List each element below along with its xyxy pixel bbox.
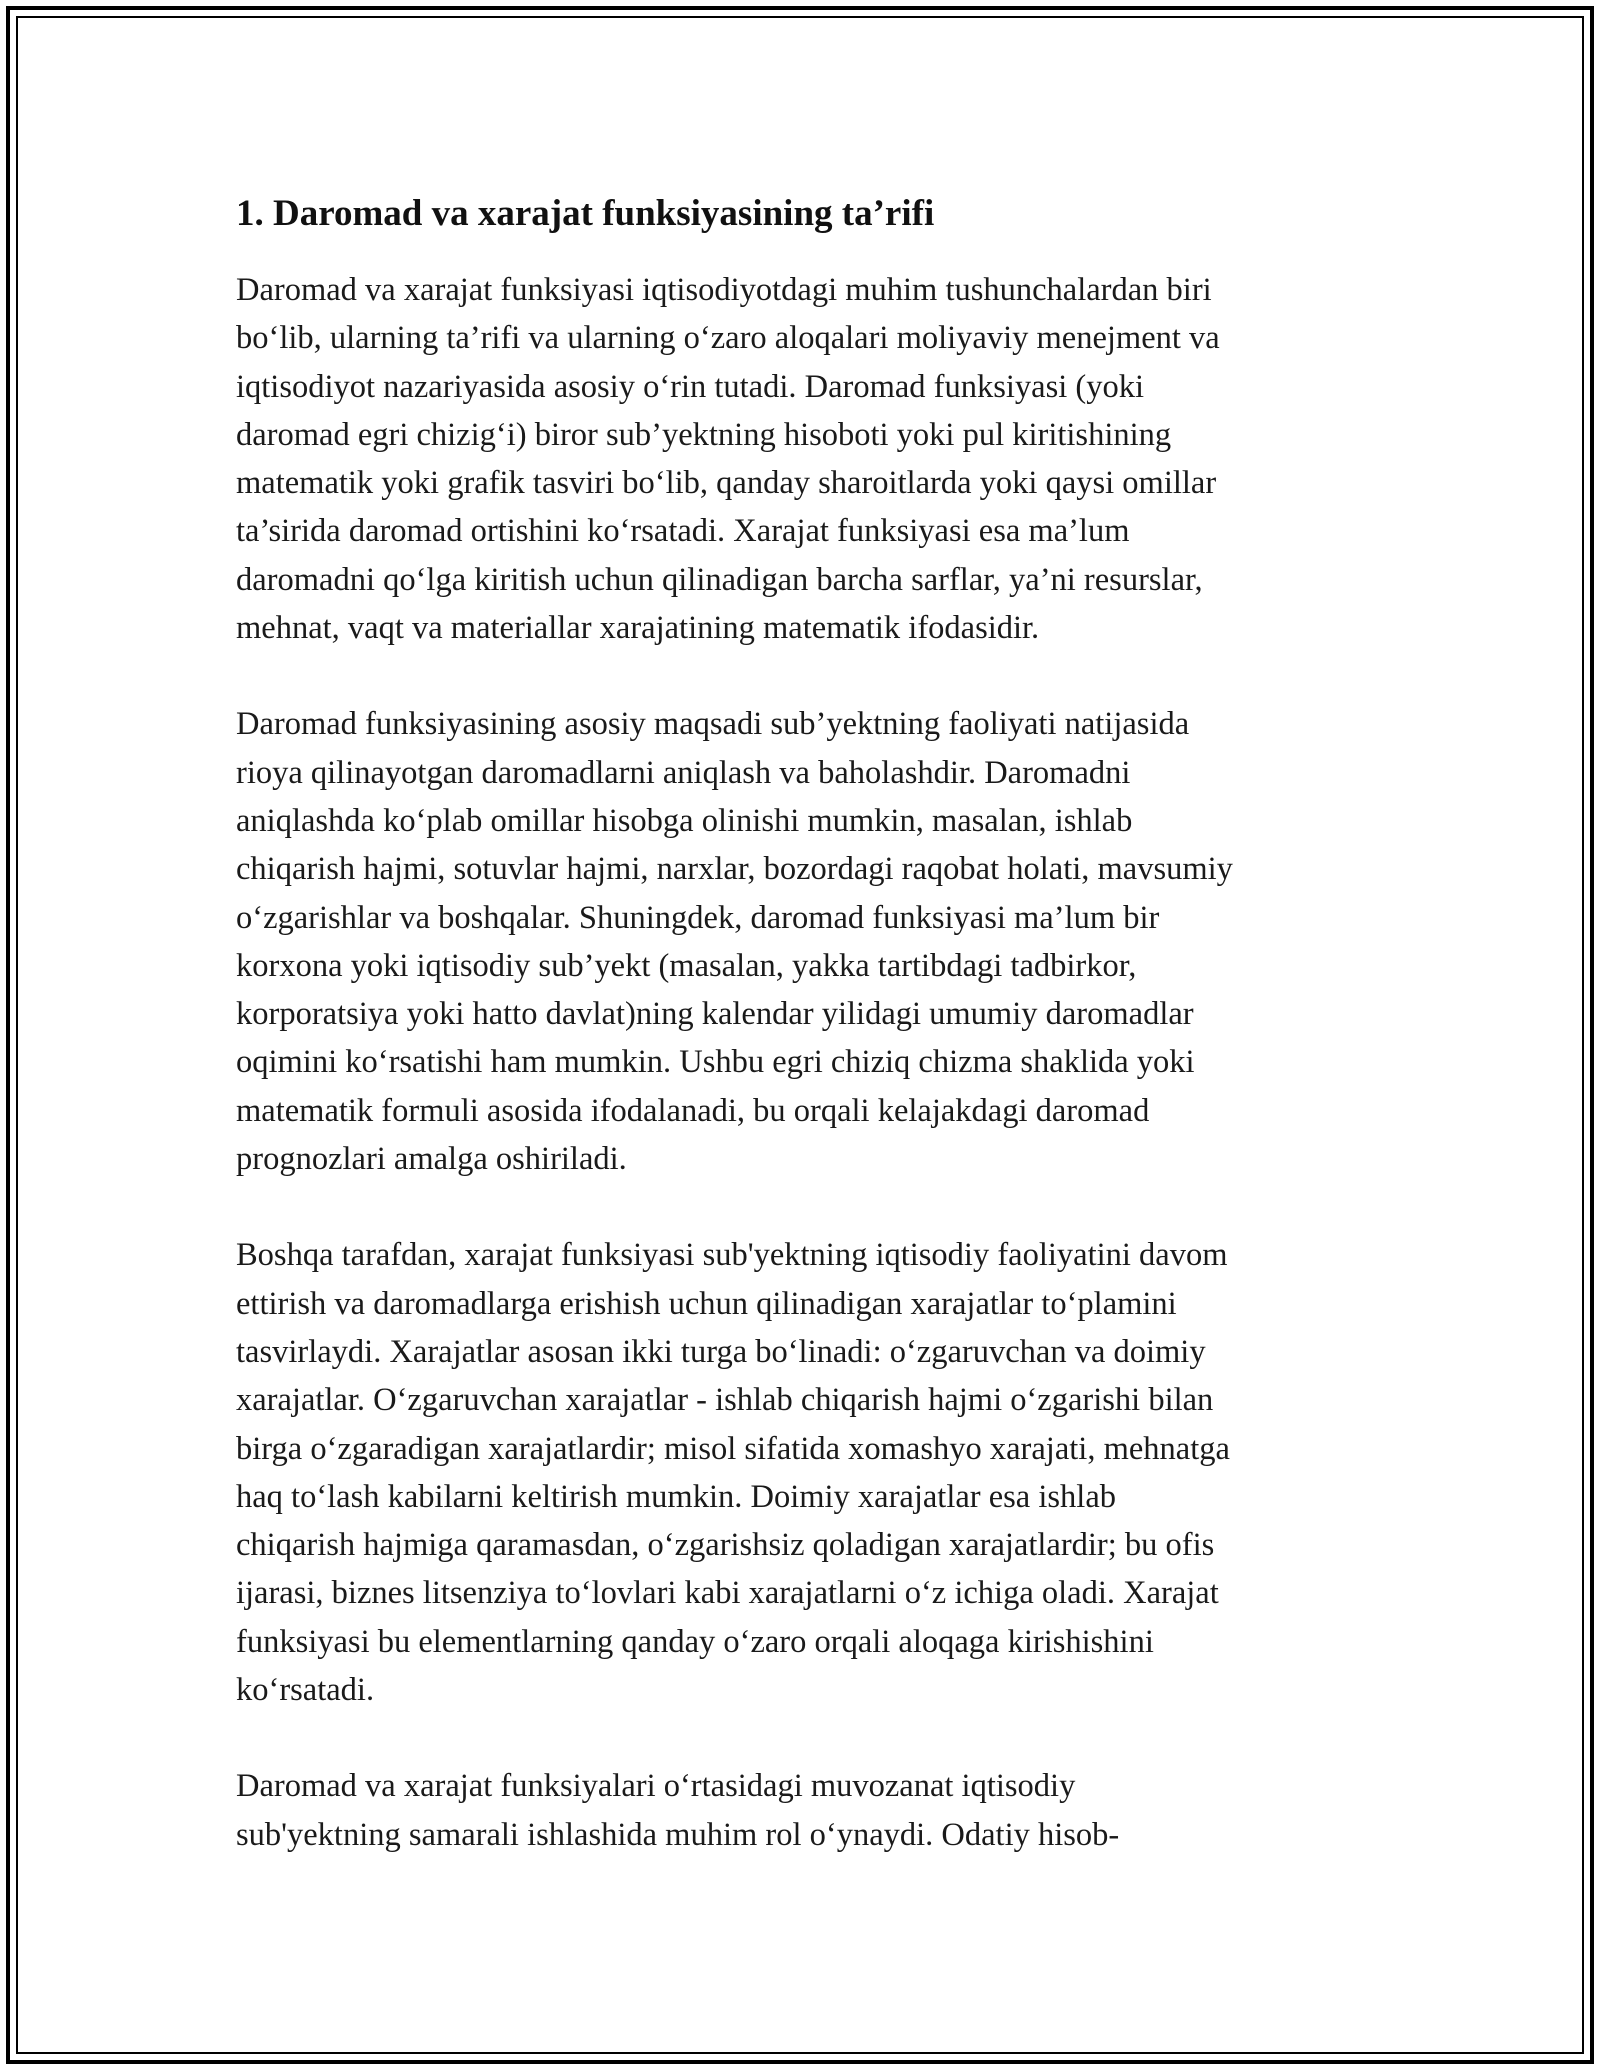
paragraph-3 xyxy=(236,1231,1386,1714)
text-line: Daromad va xarajat funksiyasi iqtisodiyotdagi muhim tushunchalardan biri xyxy=(236,272,1212,308)
text-line: daromad egri chizig‘i) biror sub’yektning hisoboti yoki pul kiritishining xyxy=(236,416,1172,453)
text-line: prognozlari amalga oshiriladi. xyxy=(236,1141,627,1178)
text-line: korporatsiya yoki hatto davlat)ning kalendar yilidagi umumiy daromadlar xyxy=(236,996,1194,1033)
paragraph-4 xyxy=(236,1762,1386,1859)
text-line: bo‘lib, ularning ta’rifi va ularning o‘zaro aloqalari moliyaviy menejment va xyxy=(236,320,1220,357)
text-line: ijarasi, biznes litsenziya to‘lovlari kabi xarajatlarni o‘z ichiga oladi. Xarajat xyxy=(236,1575,1219,1612)
text-line: xarajatlar. O‘zgaruvchan xarajatlar - ishlab chiqarish hajmi o‘zgarishi bilan xyxy=(236,1382,1214,1419)
paragraph-2 xyxy=(236,700,1386,1183)
text-line: rioya qilinayotgan daromadlarni aniqlash va baholashdir. Daromadni xyxy=(236,754,1131,791)
text-line: ettirish va daromadlarga erishish uchun qilinadigan xarajatlar to‘plamini xyxy=(236,1285,1177,1322)
text-line: iqtisodiyot nazariyasida asosiy o‘rin tutadi. Daromad funksiyasi (yoki xyxy=(236,368,1145,405)
text-line: chiqarish hajmiga qaramasdan, o‘zgarishsiz qoladigan xarajatlardir; bu ofis xyxy=(236,1527,1215,1564)
text-line: mehnat, vaqt va materiallar xarajatining matematik ifodasidir. xyxy=(236,610,1040,647)
text-line: tasvirlaydi. Xarajatlar asosan ikki turga bo‘linadi: o‘zgaruvchan va doimiy xyxy=(236,1333,1206,1370)
text-line: korxona yoki iqtisodiy sub’yekt (masalan, yakka tartibdagi tadbirkor, xyxy=(236,947,1137,984)
paragraph-1 xyxy=(236,266,1386,652)
text-line: ta’sirida daromad ortishini ko‘rsatadi. Xarajat funksiyasi esa ma’lum xyxy=(236,513,1130,550)
section-heading: 1. Daromad va xarajat funksiyasining ta’rifi xyxy=(236,193,935,234)
text-line: ko‘rsatadi. xyxy=(236,1672,375,1709)
text-line: sub'yektning samarali ishlashida muhim rol o‘ynaydi. Odatiy hisob- xyxy=(236,1816,1120,1853)
text-line: aniqlashda ko‘plab omillar hisobga olinishi mumkin, masalan, ishlab xyxy=(236,802,1133,839)
text-line: oqimini ko‘rsatishi ham mumkin. Ushbu egri chiziq chizma shaklida yoki xyxy=(236,1044,1195,1081)
text-line: Daromad funksiyasining asosiy maqsadi sub’yektning faoliyati natijasida xyxy=(236,706,1190,743)
text-line: haq to‘lash kabilarni keltirish mumkin. Doimiy xarajatlar esa ishlab xyxy=(236,1478,1116,1515)
text-line: matematik formuli asosida ifodalanadi, bu orqali kelajakdagi daromad xyxy=(236,1092,1150,1129)
text-line: daromadni qo‘lga kiritish uchun qilinadigan barcha sarflar, ya’ni resurslar, xyxy=(236,561,1203,598)
text-line: Daromad va xarajat funksiyalari o‘rtasidagi muvozanat iqtisodiy xyxy=(236,1768,1076,1805)
text-line: birga o‘zgaradigan xarajatlardir; misol sifatida xomashyo xarajati, mehnatga xyxy=(236,1430,1230,1467)
text-line: Boshqa tarafdan, xarajat funksiyasi sub'yektning iqtisodiy faoliyatini davom xyxy=(236,1237,1228,1274)
text-line: matematik yoki grafik tasviri bo‘lib, qanday sharoitlarda yoki qaysi omillar xyxy=(236,465,1217,502)
text-line: funksiyasi bu elementlarning qanday o‘zaro orqali aloqaga kirishishini xyxy=(236,1623,1154,1660)
document-body xyxy=(236,186,1386,1859)
text-line: chiqarish hajmi, sotuvlar hajmi, narxlar, bozordagi raqobat holati, mavsumiy xyxy=(236,851,1233,888)
text-line: o‘zgarishlar va boshqalar. Shuningdek, daromad funksiyasi ma’lum bir xyxy=(236,899,1160,936)
